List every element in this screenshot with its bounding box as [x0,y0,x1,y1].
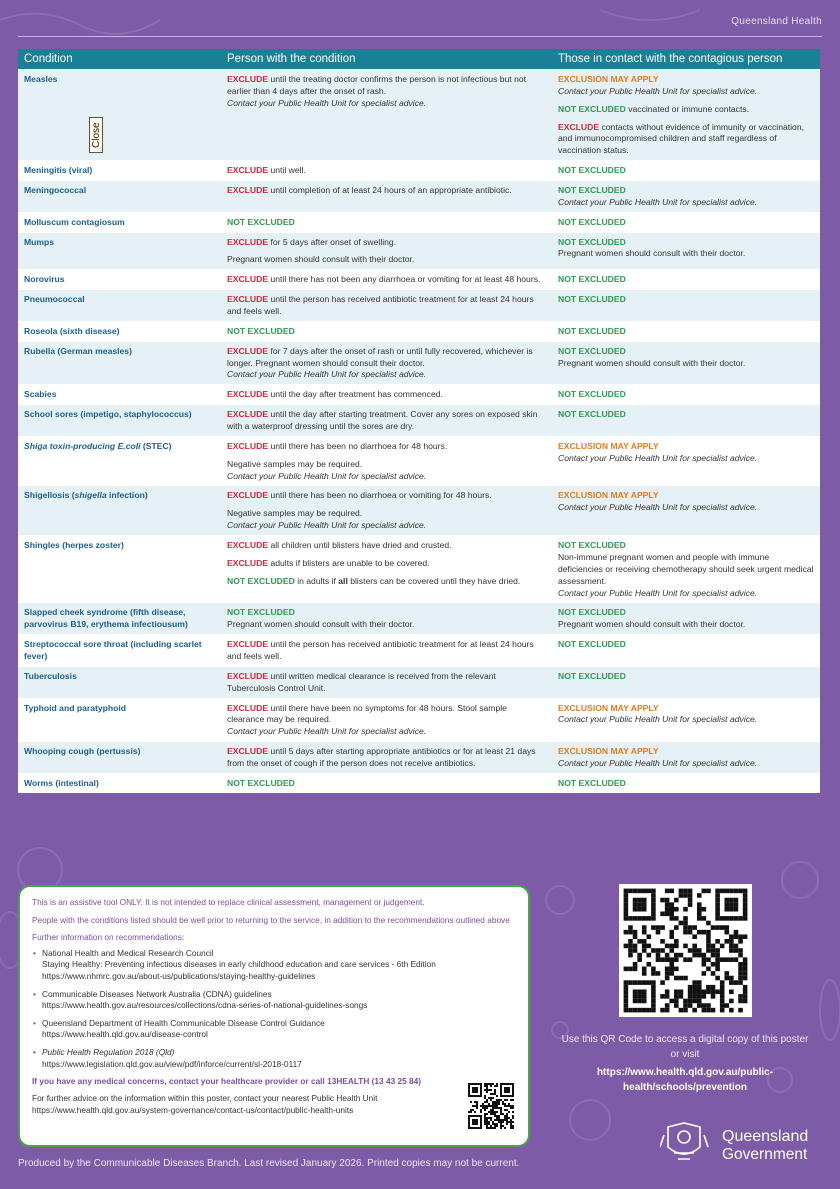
contact-cell [552,321,820,341]
contact-cell [552,773,820,792]
status-tag: NOT EXCLUDED [227,777,295,788]
status-tag: NOT EXCLUDED [558,103,626,114]
header-rule [18,36,822,37]
contact-cell [552,161,820,181]
header-contacts: Those in contact with the contagious person [552,49,820,70]
info-box [18,885,530,1147]
status-tag: NOT EXCLUDED [227,216,295,227]
table-row [18,385,820,405]
contact-cell: NOT EXCLUDED Pregnant women should consult with their doctor. [552,232,820,270]
status-tag: EXCLUDE [227,165,269,176]
condition-cell: Shigellosis (shigella infection) [18,486,221,536]
condition-cell: Shingles (herpes zoster) [18,536,221,603]
contact-cell [552,635,820,667]
status-tag: NOT EXCLUDED [558,345,626,356]
reference-link[interactable]: https://www.nhmrc.gov.au/about-us/publications/staying-healthy-guidelines [42,971,316,982]
reference-item: • Communicable Diseases Network Australia (CDNA) guidelines https://www.health.gov.au/resources/collections/cdna-series-of-national-guidelines-songs [42,989,516,1012]
contact-cell: NOT EXCLUDED Pregnant women should consult with their doctor. [552,341,820,385]
status-tag: EXCLUDE [227,274,269,285]
table-row [18,666,820,698]
person-cell: EXCLUDE until completion of at least 24 hours of an appropriate antibiotic. [221,181,552,213]
table-row [18,161,820,181]
status-tag: EXCLUDE [227,440,269,451]
table-row [18,232,820,270]
reference-list [32,948,516,1070]
person-cell: EXCLUDE until the person has received antibiotic treatment for at least 24 hours and feels well. [221,635,552,667]
condition-cell: Shiga toxin-producing E.coli (STEC) [18,436,221,486]
qr-caption: Use this QR Code to access a digital copy of this poster or visit [561,1034,809,1060]
status-tag: EXCLUDE [227,389,269,400]
condition-cell: Scabies [18,385,221,405]
table-header-row [18,49,820,70]
status-tag: NOT EXCLUDED [558,639,626,650]
condition-cell: Meningococcal [18,181,221,213]
qr-url-link[interactable]: https://www.health.qld.gov.au/public-health/schools/prevention [596,1067,774,1093]
condition-cell: Slapped cheek syndrome (fifth disease, parvovirus B19, erythema infectiousum) [18,603,221,635]
status-tag: NOT EXCLUDED [558,274,626,285]
status-tag: NOT EXCLUDED [558,236,626,247]
status-tag: NOT EXCLUDED [558,185,626,196]
status-tag: EXCLUSION MAY APPLY [558,490,659,501]
contact-cell [552,385,820,405]
queensland-government-wordmark: Queensland Government [722,1128,809,1163]
status-tag: NOT EXCLUDED [558,216,626,227]
condition-cell: Typhoid and paratyphoid [18,698,221,742]
reference-link[interactable]: https://www.health.qld.gov.au/disease-control [42,1029,208,1040]
condition-cell: Rubella (German measles) [18,341,221,385]
contact-cell [552,666,820,698]
reference-link[interactable]: https://www.health.gov.au/resources/collections/cdna-series-of-national-guidelines-songs [42,1000,368,1011]
status-tag: NOT EXCLUDED [558,607,626,618]
person-cell: EXCLUDE until well. [221,161,552,181]
small-qr-code[interactable] [466,1081,516,1131]
disclaimer-text: This is an assistive tool ONLY. It is not intended to replace clinical assessment, management or judgement. [32,897,425,907]
person-cell: EXCLUDE until the day after starting treatment. Cover any sores on exposed skin with a waterproof dressing until the sores are dry. [221,405,552,437]
reference-item: • Public Health Regulation 2018 (Qld) https://www.legislation.qld.gov.au/view/pdf/inforce/current/sl-2018-0117 [42,1047,516,1070]
status-tag: NOT EXCLUDED [558,409,626,420]
person-cell: EXCLUDE until the treating doctor confirms the person is not infectious but not earlier than 4 days after the onset of rash. Contact your Public Health Unit for specialist advice. [221,70,552,161]
status-tag: NOT EXCLUDED [558,670,626,681]
person-cell: EXCLUDE until the day after treatment has commenced. [221,385,552,405]
contact-cell: EXCLUSION MAY APPLY Contact your Public Health Unit for specialist advice. [552,436,820,486]
public-health-units-link[interactable]: https://www.health.qld.gov.au/system-governance/contact-us/contact/public-health-units [32,1104,354,1115]
contact-cell [552,290,820,322]
status-tag: NOT EXCLUDED [558,165,626,176]
status-tag: NOT EXCLUDED [227,325,295,336]
contact-cell: EXCLUSION MAY APPLY Contact your Public Health Unit for specialist advice. [552,486,820,536]
person-cell: EXCLUDE for 7 days after the onset of rash or until fully recovered, whichever is longer. Pregnant women should consult their doctor. Contact your Public Health Unit for specialist advice. [221,341,552,385]
reference-item: • Queensland Department of Health Communicable Disease Control Guidance https://www.health.qld.gov.au/disease-control [42,1018,516,1041]
condition-cell: Mumps [18,232,221,270]
table-row [18,742,820,774]
status-tag: EXCLUDE [227,540,269,551]
table-row [18,341,820,385]
table-row [18,70,820,161]
reference-link[interactable]: https://www.legislation.qld.gov.au/view/pdf/inforce/current/sl-2018-0117 [42,1058,302,1069]
qr-code-panel [619,884,752,1017]
table-row [18,321,820,341]
person-cell: EXCLUDE until there has been no diarrhoea or vomiting for 48 hours. Negative samples may be required. Contact your Public Health Unit for specialist advice. [221,486,552,536]
condition-cell: Whooping cough (pertussis) [18,742,221,774]
status-tag: EXCLUDE [227,294,269,305]
person-cell [221,321,552,341]
status-tag: EXCLUDE [227,702,269,713]
contact-cell: NOT EXCLUDED Non-immune pregnant women and people with immune deficiencies or receiving chemotherapy should seek urgent medical assessment. Contact your Public Health Unit for specialist advice. [552,536,820,603]
status-tag: EXCLUSION MAY APPLY [558,746,659,757]
status-tag: NOT EXCLUDED [558,389,626,400]
poster-qr-code[interactable] [619,884,752,1017]
contact-cell [552,405,820,437]
condition-cell: School sores (impetigo, staphylococcus) [18,405,221,437]
wellness-text: People with the conditions listed should be well prior to returning to the service, in addition to the recommendations outlined above [32,914,510,925]
condition-cell: Streptococcal sore throat (including scarlet fever) [18,635,221,667]
person-cell: EXCLUDE until there has not been any diarrhoea or vomiting for at least 48 hours. [221,270,552,290]
person-cell: EXCLUDE until written medical clearance is received from the relevant Tuberculosis Control Unit. [221,666,552,698]
condition-cell: Pneumococcal [18,290,221,322]
contact-cell [552,270,820,290]
header-condition: Condition [18,49,221,70]
status-tag: EXCLUSION MAY APPLY [558,74,659,84]
condition-cell: Norovirus [18,270,221,290]
header-brand: Queensland Health [731,16,822,27]
condition-cell: Measles [18,70,221,161]
condition-cell: Molluscum contagiosum [18,212,221,232]
contact-cell: EXCLUSION MAY APPLY Contact your Public Health Unit for specialist advice. [552,698,820,742]
contact-cell: NOT EXCLUDED Pregnant women should consult with their doctor. [552,603,820,635]
table-row [18,698,820,742]
status-tag: EXCLUDE [227,74,269,84]
status-tag: EXCLUDE [227,236,269,247]
status-tag: EXCLUDE [227,490,269,501]
table-row [18,603,820,635]
further-advice-text: For further advice on the information within this poster, contact your nearest Public Health Unit [32,1092,378,1103]
status-tag: NOT EXCLUDED [227,607,295,618]
contact-cell: EXCLUSION MAY APPLY Contact your Public Health Unit for specialist advice. [552,742,820,774]
condition-cell: Tuberculosis [18,666,221,698]
header-person: Person with the condition [221,49,552,70]
person-cell: EXCLUDE until there have been no symptoms for 48 hours. Stool sample clearance may be required. Contact your Public Health Unit for specialist advice. [221,698,552,742]
condition-cell: Meningitis (viral) [18,161,221,181]
contact-cell: NOT EXCLUDED Contact your Public Health Unit for specialist advice. [552,181,820,213]
person-cell: EXCLUDE for 5 days after onset of swelling. Pregnant women should consult with their doctor. [221,232,552,270]
status-tag: EXCLUDE [227,345,269,356]
person-cell: EXCLUDE until there has been no diarrhoea for 48 hours. Negative samples may be required. Contact your Public Health Unit for specialist advice. [221,436,552,486]
person-cell: EXCLUDE until 5 days after starting appropriate antibiotics or for at least 21 days from the onset of cough if the person does not receive antibiotics. [221,742,552,774]
person-cell: NOT EXCLUDED Pregnant women should consult with their doctor. [221,603,552,635]
condition-cell: Worms (intestinal) [18,773,221,792]
call-to-action: If you have any medical concerns, contact your healthcare provider or call 13HEALTH (13 43 25 84) [32,1076,422,1087]
status-tag: NOT EXCLUDED [558,294,626,305]
status-tag: EXCLUDE [227,409,269,420]
table-row [18,486,820,536]
exclusion-table [18,49,820,793]
table-row [18,181,820,213]
footer-note: Produced by the Communicable Diseases Branch. Last revised January 2026. Printed copies may not be current. [18,1158,520,1169]
further-info-heading: Further information on recommendations: [32,932,185,943]
status-tag: NOT EXCLUDED [558,777,626,788]
status-tag: NOT EXCLUDED [227,575,295,586]
contact-cell: EXCLUSION MAY APPLY Contact your Public Health Unit for specialist advice. NOT EXCLUDED vaccinated or immune contacts. EXCLUDE contacts without evidence of immunity or vaccination, and immunocompromised children and staff regardless of vaccination status. [552,70,820,161]
status-tag: NOT EXCLUDED [558,540,626,551]
table-row [18,635,820,667]
table-row [18,773,820,792]
reference-item: • National Health and Medical Research Council Staying Healthy: Preventing infectious diseases in early childhood education and care services - 6th Edition https://www.nhmrc.gov.au/about-us/publications/staying-healthy-guidelines [42,948,516,983]
status-tag: EXCLUSION MAY APPLY [558,702,659,713]
person-cell [221,773,552,792]
condition-cell: Roseola (sixth disease) [18,321,221,341]
status-tag: EXCLUDE [227,557,269,568]
status-tag: EXCLUSION MAY APPLY [558,440,659,451]
status-tag: NOT EXCLUDED [558,325,626,336]
status-tag: EXCLUDE [558,121,600,132]
table-row [18,270,820,290]
status-tag: EXCLUDE [227,670,269,681]
table-row [18,536,820,603]
table-row [18,290,820,322]
person-cell [221,212,552,232]
table-row [18,405,820,437]
status-tag: EXCLUDE [227,746,269,757]
contact-cell [552,212,820,232]
table-row [18,436,820,486]
close-button[interactable]: Close [89,117,103,153]
person-cell: EXCLUDE until the person has received antibiotic treatment for at least 24 hours and feels well. [221,290,552,322]
status-tag: EXCLUDE [227,185,269,196]
table-row [18,212,820,232]
status-tag: EXCLUDE [227,639,269,650]
person-cell: EXCLUDE all children until blisters have dried and crusted. EXCLUDE adults if blisters are unable to be covered. NOT EXCLUDED in adults if all blisters can be covered until they have dried. [221,536,552,603]
